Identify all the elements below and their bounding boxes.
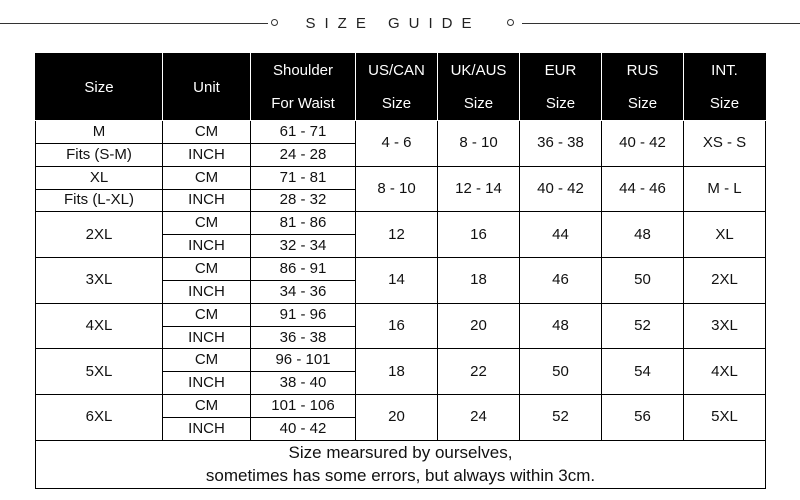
- int-cell: 2XL: [684, 258, 766, 304]
- uk-cell: 12 - 14: [438, 166, 520, 212]
- unit-cell: CM: [163, 303, 251, 326]
- unit-cell: INCH: [163, 235, 251, 258]
- uk-cell: 8 - 10: [438, 121, 520, 167]
- table-row: [36, 303, 766, 326]
- size-cell: Fits (S-M): [36, 143, 163, 166]
- note-line-1: Size mearsured by ourselves,: [288, 443, 513, 463]
- unit-cell: CM: [163, 395, 251, 418]
- rus-cell: 40 - 42: [602, 121, 684, 167]
- eur-cell: 36 - 38: [520, 121, 602, 167]
- us-cell: 16: [356, 303, 438, 349]
- rus-cell: 54: [602, 349, 684, 395]
- uk-cell: 22: [438, 349, 520, 395]
- measure-cell: 32 - 34: [251, 235, 356, 258]
- eur-cell: 40 - 42: [520, 166, 602, 212]
- uk-cell: 20: [438, 303, 520, 349]
- table-row: [36, 349, 766, 372]
- header-uk-aus: UK/AUS Size: [438, 54, 520, 121]
- size-cell: 2XL: [36, 212, 163, 258]
- size-guide-title-bar: [0, 14, 800, 34]
- unit-cell: CM: [163, 121, 251, 144]
- table-row: [36, 212, 766, 235]
- note-row: [36, 440, 766, 488]
- header-row: [36, 54, 766, 121]
- measure-cell: 81 - 86: [251, 212, 356, 235]
- uk-cell: 16: [438, 212, 520, 258]
- header-rus: RUS Size: [602, 54, 684, 121]
- size-table: [35, 53, 766, 489]
- unit-cell: CM: [163, 212, 251, 235]
- us-cell: 20: [356, 395, 438, 441]
- measure-cell: 96 - 101: [251, 349, 356, 372]
- header-size: Size: [36, 54, 163, 121]
- measure-cell: 61 - 71: [251, 121, 356, 144]
- rus-cell: 44 - 46: [602, 166, 684, 212]
- size-cell: Fits (L-XL): [36, 189, 163, 212]
- table-row: [36, 258, 766, 281]
- measure-cell: 91 - 96: [251, 303, 356, 326]
- measure-cell: 34 - 36: [251, 280, 356, 303]
- int-cell: M - L: [684, 166, 766, 212]
- unit-cell: CM: [163, 166, 251, 189]
- title-rule-right: [522, 23, 800, 24]
- unit-cell: INCH: [163, 189, 251, 212]
- size-cell: M: [36, 121, 163, 144]
- int-cell: XS - S: [684, 121, 766, 167]
- measurement-note: [36, 440, 766, 488]
- unit-cell: CM: [163, 258, 251, 281]
- page-title: SIZE GUIDE: [305, 15, 481, 32]
- rus-cell: 50: [602, 258, 684, 304]
- us-cell: 4 - 6: [356, 121, 438, 167]
- int-cell: 3XL: [684, 303, 766, 349]
- table-row: [36, 395, 766, 418]
- eur-cell: 52: [520, 395, 602, 441]
- us-cell: 8 - 10: [356, 166, 438, 212]
- int-cell: 5XL: [684, 395, 766, 441]
- rus-cell: 56: [602, 395, 684, 441]
- measure-cell: 38 - 40: [251, 372, 356, 395]
- header-us-can: US/CAN Size: [356, 54, 438, 121]
- unit-cell: INCH: [163, 417, 251, 440]
- table-row: [36, 121, 766, 144]
- eur-cell: 46: [520, 258, 602, 304]
- eur-cell: 44: [520, 212, 602, 258]
- title-rule-left: [0, 23, 268, 24]
- rus-cell: 48: [602, 212, 684, 258]
- us-cell: 14: [356, 258, 438, 304]
- eur-cell: 48: [520, 303, 602, 349]
- unit-cell: INCH: [163, 326, 251, 349]
- size-cell: 3XL: [36, 258, 163, 304]
- header-int: INT. Size: [684, 54, 766, 121]
- size-cell: 6XL: [36, 395, 163, 441]
- title-dot-right: [507, 19, 514, 26]
- note-line-2: sometimes has some errors, but always within 3cm.: [205, 466, 596, 486]
- us-cell: 18: [356, 349, 438, 395]
- measure-cell: 24 - 28: [251, 143, 356, 166]
- size-cell: XL: [36, 166, 163, 189]
- measure-cell: 71 - 81: [251, 166, 356, 189]
- unit-cell: CM: [163, 349, 251, 372]
- measure-cell: 86 - 91: [251, 258, 356, 281]
- rus-cell: 52: [602, 303, 684, 349]
- int-cell: XL: [684, 212, 766, 258]
- int-cell: 4XL: [684, 349, 766, 395]
- size-cell: 4XL: [36, 303, 163, 349]
- unit-cell: INCH: [163, 372, 251, 395]
- eur-cell: 50: [520, 349, 602, 395]
- unit-cell: INCH: [163, 143, 251, 166]
- header-shoulder: Shoulder For Waist: [251, 54, 356, 121]
- measure-cell: 36 - 38: [251, 326, 356, 349]
- title-dot-left: [271, 19, 278, 26]
- size-cell: 5XL: [36, 349, 163, 395]
- table-row: [36, 166, 766, 189]
- uk-cell: 24: [438, 395, 520, 441]
- unit-cell: INCH: [163, 280, 251, 303]
- measure-cell: 40 - 42: [251, 417, 356, 440]
- header-unit: Unit: [163, 54, 251, 121]
- measure-cell: 28 - 32: [251, 189, 356, 212]
- header-eur: EUR Size: [520, 54, 602, 121]
- measure-cell: 101 - 106: [251, 395, 356, 418]
- uk-cell: 18: [438, 258, 520, 304]
- us-cell: 12: [356, 212, 438, 258]
